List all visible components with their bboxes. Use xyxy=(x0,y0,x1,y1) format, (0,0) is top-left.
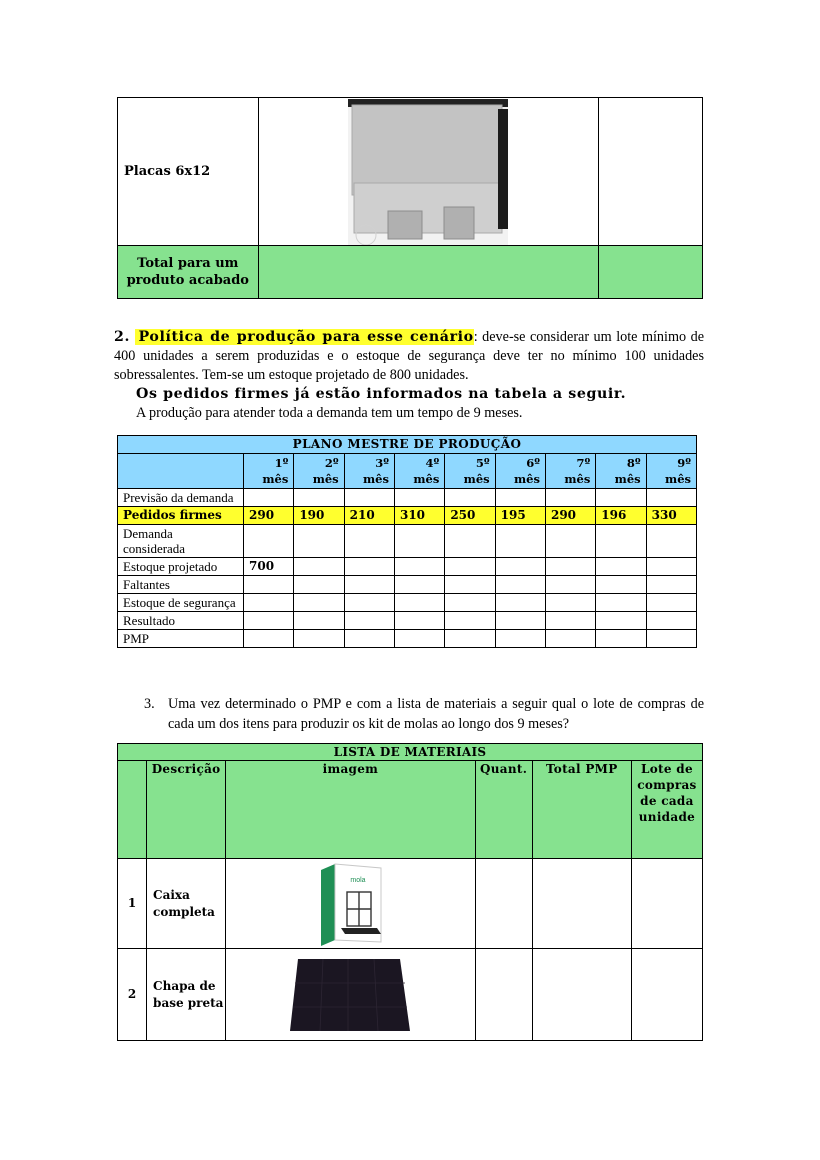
section-2-text: : deve-se considerar um lote mínimo de 400 unidades a serem produzidas e o estoque de segurança deve ter no mínimo 100 unidades sobressalentes. Tem-se um estoque projetado de 800 unidades. xyxy=(114,329,704,383)
pmp-cell xyxy=(394,525,444,558)
pmp-cell: 310 xyxy=(394,507,444,525)
month-header: 9º mês xyxy=(646,454,696,489)
material-num: 2 xyxy=(118,949,147,1041)
pmp-cell xyxy=(596,576,646,594)
pmp-cell xyxy=(344,558,394,576)
pmp-cell xyxy=(646,594,696,612)
pmp-cell xyxy=(445,612,495,630)
material-total-pmp xyxy=(532,949,631,1041)
pmp-row-label: Demanda considerada xyxy=(118,525,244,558)
pmp-cell xyxy=(545,525,595,558)
pmp-cell xyxy=(344,576,394,594)
material-total-pmp xyxy=(532,859,631,949)
pmp-cell xyxy=(646,576,696,594)
pmp-cell xyxy=(445,489,495,507)
pmp-cell xyxy=(495,489,545,507)
pmp-cell xyxy=(646,489,696,507)
total-label-cell xyxy=(118,246,259,299)
materials-table xyxy=(117,743,703,1041)
pmp-row-label: Faltantes xyxy=(118,576,244,594)
component-qty-cell xyxy=(598,98,702,246)
pmp-row-label: Estoque de segurança xyxy=(118,594,244,612)
pmp-corner xyxy=(118,454,244,489)
pmp-cell xyxy=(646,612,696,630)
pmp-cell xyxy=(445,594,495,612)
month-header: 7º mês xyxy=(545,454,595,489)
pmp-cell xyxy=(445,630,495,648)
pmp-cell xyxy=(294,576,344,594)
pmp-cell xyxy=(344,612,394,630)
materials-title: LISTA DE MATERIAIS xyxy=(118,744,703,761)
pmp-cell xyxy=(545,630,595,648)
pmp-cell xyxy=(244,576,294,594)
component-image-cell xyxy=(258,98,598,246)
component-name-cell xyxy=(118,98,259,246)
pmp-cell xyxy=(445,525,495,558)
pmp-cell xyxy=(646,558,696,576)
section-2-title: Política de produção para esse cenário xyxy=(135,329,474,345)
material-row xyxy=(118,949,703,1041)
pmp-cell xyxy=(394,558,444,576)
month-header: 6º mês xyxy=(495,454,545,489)
pmp-cell xyxy=(445,558,495,576)
pmp-cell xyxy=(344,594,394,612)
material-qty xyxy=(475,949,532,1041)
pmp-cell: 190 xyxy=(294,507,344,525)
pmp-row-label: Previsão da demanda xyxy=(118,489,244,507)
pmp-row xyxy=(118,507,697,525)
pmp-row xyxy=(118,630,697,648)
pmp-cell xyxy=(394,489,444,507)
pmp-cell xyxy=(495,525,545,558)
pmp-cell xyxy=(596,489,646,507)
pmp-row xyxy=(118,594,697,612)
month-header: 4º mês xyxy=(394,454,444,489)
total-qty-cell xyxy=(598,246,702,299)
boards-image xyxy=(348,99,508,245)
pmp-cell xyxy=(394,612,444,630)
pmp-row xyxy=(118,525,697,558)
month-header: 5º mês xyxy=(445,454,495,489)
pmp-cell xyxy=(294,558,344,576)
pmp-cell xyxy=(495,558,545,576)
pmp-title: PLANO MESTRE DE PRODUÇÃO xyxy=(118,436,697,454)
section-2-number: 2. xyxy=(114,329,131,345)
pmp-cell xyxy=(596,525,646,558)
pmp-cell xyxy=(646,525,696,558)
spring-kit-box-image xyxy=(315,862,385,946)
section-2 xyxy=(114,328,704,423)
material-row xyxy=(118,859,703,949)
pmp-row xyxy=(118,576,697,594)
pmp-cell xyxy=(545,558,595,576)
pmp-cell xyxy=(545,594,595,612)
pmp-cell xyxy=(646,630,696,648)
pmp-row xyxy=(118,612,697,630)
pmp-cell xyxy=(596,630,646,648)
section-2-bold-line: Os pedidos firmes já estão informados na tabela a seguir. xyxy=(136,386,627,402)
pmp-cell xyxy=(596,558,646,576)
pmp-cell xyxy=(495,576,545,594)
month-header: 8º mês xyxy=(596,454,646,489)
components-table xyxy=(117,97,703,299)
pmp-cell xyxy=(545,489,595,507)
month-header: 2º mês xyxy=(294,454,344,489)
pmp-cell: 330 xyxy=(646,507,696,525)
pmp-cell: 700 xyxy=(244,558,294,576)
section-2-text2: A produção para atender toda a demanda tem um tempo de 9 meses. xyxy=(136,405,523,421)
pmp-cell: 290 xyxy=(545,507,595,525)
material-lot xyxy=(631,859,702,949)
pmp-cell: 290 xyxy=(244,507,294,525)
quantity-header: Quant. xyxy=(475,761,532,859)
section-3-number: 3. xyxy=(144,696,155,712)
total-value-cell xyxy=(258,246,598,299)
num-header xyxy=(118,761,147,859)
pmp-cell xyxy=(545,576,595,594)
pmp-cell xyxy=(495,612,545,630)
material-num: 1 xyxy=(118,859,147,949)
box-brand: mola xyxy=(350,876,366,884)
pmp-row-label: PMP xyxy=(118,630,244,648)
description-header: Descrição xyxy=(147,761,226,859)
pmp-cell: 196 xyxy=(596,507,646,525)
pmp-body xyxy=(118,489,697,648)
pmp-cell xyxy=(596,594,646,612)
pmp-cell xyxy=(244,489,294,507)
pmp-cell xyxy=(394,576,444,594)
pmp-row xyxy=(118,558,697,576)
section-3 xyxy=(144,694,704,734)
component-name: Placas 6x12 xyxy=(124,163,211,179)
pmp-cell xyxy=(294,525,344,558)
pmp-cell xyxy=(445,576,495,594)
pmp-cell xyxy=(596,612,646,630)
image-header: imagem xyxy=(226,761,475,859)
pmp-cell: 210 xyxy=(344,507,394,525)
material-qty xyxy=(475,859,532,949)
pmp-cell xyxy=(545,612,595,630)
pmp-cell xyxy=(294,630,344,648)
material-image-cell xyxy=(226,859,475,949)
pmp-cell xyxy=(344,489,394,507)
pmp-cell xyxy=(294,489,344,507)
pmp-cell xyxy=(244,594,294,612)
black-base-plate-image xyxy=(288,957,412,1033)
pmp-cell: 250 xyxy=(445,507,495,525)
lot-header: Lote de compras de cada unidade xyxy=(631,761,702,859)
section-3-text: Uma vez determinado o PMP e com a lista de materiais a seguir qual o lote de compras de cada um dos itens para produzir os kit de molas ao longo dos 9 meses? xyxy=(168,696,704,732)
pmp-cell xyxy=(344,525,394,558)
total-pmp-header: Total PMP xyxy=(532,761,631,859)
pmp-row xyxy=(118,489,697,507)
month-header: 1º mês xyxy=(244,454,294,489)
material-image-cell xyxy=(226,949,475,1041)
material-description: Chapa de base preta xyxy=(147,949,226,1041)
material-description: Caixa completa xyxy=(147,859,226,949)
pmp-cell xyxy=(495,594,545,612)
pmp-cell xyxy=(244,525,294,558)
pmp-cell xyxy=(244,630,294,648)
pmp-cell xyxy=(394,630,444,648)
pmp-row-label: Pedidos firmes xyxy=(118,507,244,525)
material-lot xyxy=(631,949,702,1041)
pmp-months-row xyxy=(118,454,697,489)
pmp-row-label: Estoque projetado xyxy=(118,558,244,576)
pmp-cell xyxy=(294,612,344,630)
pmp-table xyxy=(117,435,697,648)
pmp-cell xyxy=(344,630,394,648)
total-label: Total para um produto acabado xyxy=(126,256,249,288)
pmp-cell xyxy=(495,630,545,648)
pmp-row-label: Resultado xyxy=(118,612,244,630)
pmp-cell xyxy=(244,612,294,630)
pmp-cell xyxy=(394,594,444,612)
pmp-cell: 195 xyxy=(495,507,545,525)
pmp-cell xyxy=(294,594,344,612)
month-header: 3º mês xyxy=(344,454,394,489)
